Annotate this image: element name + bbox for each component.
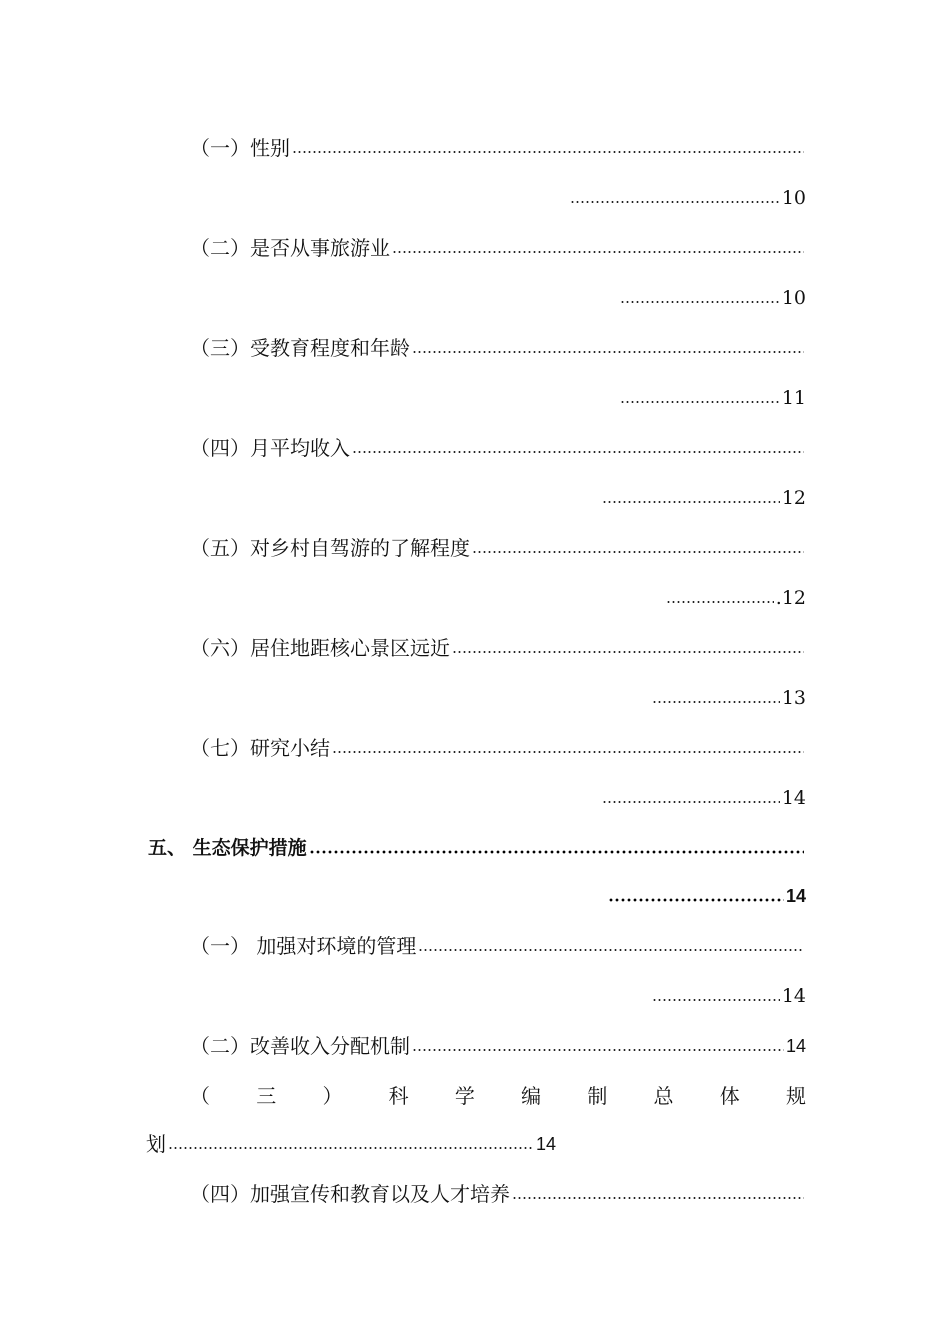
dot-leader: [602, 500, 780, 504]
toc-entry[interactable]: [0, 736, 950, 768]
toc-entry-label: （二）是否从事旅游业: [190, 236, 390, 260]
toc-entry-label-spread: [190, 1084, 806, 1108]
dot-leader: [452, 650, 804, 654]
toc-entry-label: （四）月平均收入: [190, 436, 350, 460]
toc-page-number: 10: [781, 287, 806, 309]
dot-leader: [512, 1196, 804, 1200]
toc-entry-continuation[interactable]: [0, 1132, 950, 1164]
toc-page-number-line[interactable]: [0, 786, 950, 818]
toc-page-number: .12: [775, 587, 806, 609]
toc-page-number: 10: [781, 187, 806, 209]
dot-leader: [292, 150, 804, 154]
dot-leader: [620, 400, 780, 404]
spread-char: 规: [785, 1084, 806, 1108]
toc-page-number-line[interactable]: [0, 286, 950, 318]
dot-leader: [412, 1048, 784, 1052]
toc-page-number-line[interactable]: [0, 586, 950, 618]
spread-char: 三: [256, 1084, 277, 1108]
dot-leader: [168, 1146, 534, 1150]
toc-page-number: 11: [781, 387, 806, 409]
dot-leader: [570, 200, 780, 204]
dot-leader: [412, 350, 804, 354]
dot-leader: [620, 300, 780, 304]
spread-char: （: [190, 1084, 210, 1108]
toc-page-number: 13: [781, 687, 806, 709]
toc-page-number: 14: [785, 1036, 806, 1056]
spread-char: 学: [454, 1084, 475, 1108]
toc-entry-label: （四）加强宣传和教育以及人才培养: [190, 1182, 510, 1206]
toc-entry[interactable]: [0, 136, 950, 168]
toc-page-number-line[interactable]: [0, 486, 950, 518]
toc-chapter-label: 五、 生态保护措施: [148, 837, 307, 859]
toc-entry[interactable]: [0, 336, 950, 368]
toc-entry[interactable]: [0, 1182, 950, 1214]
dot-leader: [652, 998, 780, 1002]
toc-entry-label: （二）改善收入分配机制: [190, 1034, 410, 1058]
toc-entry-label: （七）研究小结: [190, 736, 330, 760]
spread-char: 总: [653, 1084, 674, 1108]
toc-page-number-line[interactable]: [0, 186, 950, 218]
toc-page-number: 14: [535, 1134, 556, 1154]
spread-char: 制: [587, 1084, 608, 1108]
toc-entry[interactable]: [0, 934, 950, 966]
toc-chapter-entry[interactable]: [0, 836, 950, 868]
toc-page-number: 12: [781, 487, 806, 509]
toc-entry-label: 划: [146, 1132, 166, 1156]
toc-entry-label: （一） 加强对环境的管理: [190, 934, 417, 958]
dot-leader: [352, 450, 804, 454]
toc-entry[interactable]: [0, 1034, 950, 1066]
dot-leader: [666, 600, 774, 604]
toc-page-number-line[interactable]: [0, 686, 950, 718]
spread-char: 科: [388, 1084, 409, 1108]
toc-entry-label: （三）受教育程度和年龄: [190, 336, 410, 360]
toc-page-number: 14: [785, 886, 806, 906]
toc-entry[interactable]: [0, 636, 950, 668]
toc-entry[interactable]: [0, 436, 950, 468]
toc-entry[interactable]: [0, 536, 950, 568]
toc-entry-label: （六）居住地距核心景区远近: [190, 636, 450, 660]
dot-leader: [392, 250, 804, 254]
toc-entry-label: （一）性别: [190, 136, 290, 160]
toc-entry-label: （五）对乡村自驾游的了解程度: [190, 536, 470, 560]
toc-page-number-line[interactable]: [0, 386, 950, 418]
spread-char: 体: [719, 1084, 740, 1108]
dot-leader: [608, 898, 784, 902]
spread-char: ）: [322, 1084, 343, 1108]
dot-leader: [418, 948, 804, 952]
toc-page-number: 14: [781, 985, 806, 1007]
toc-page-number-line[interactable]: [0, 984, 950, 1016]
dot-leader: [602, 800, 780, 804]
spread-char: 编: [521, 1084, 542, 1108]
toc-entry-justified[interactable]: [0, 1084, 950, 1116]
dot-leader: [309, 850, 804, 854]
dot-leader: [332, 750, 804, 754]
toc-page-number: 14: [781, 787, 806, 809]
dot-leader: [472, 550, 804, 554]
toc-page-number-line[interactable]: [0, 884, 950, 916]
dot-leader: [652, 700, 780, 704]
toc-entry[interactable]: [0, 236, 950, 268]
